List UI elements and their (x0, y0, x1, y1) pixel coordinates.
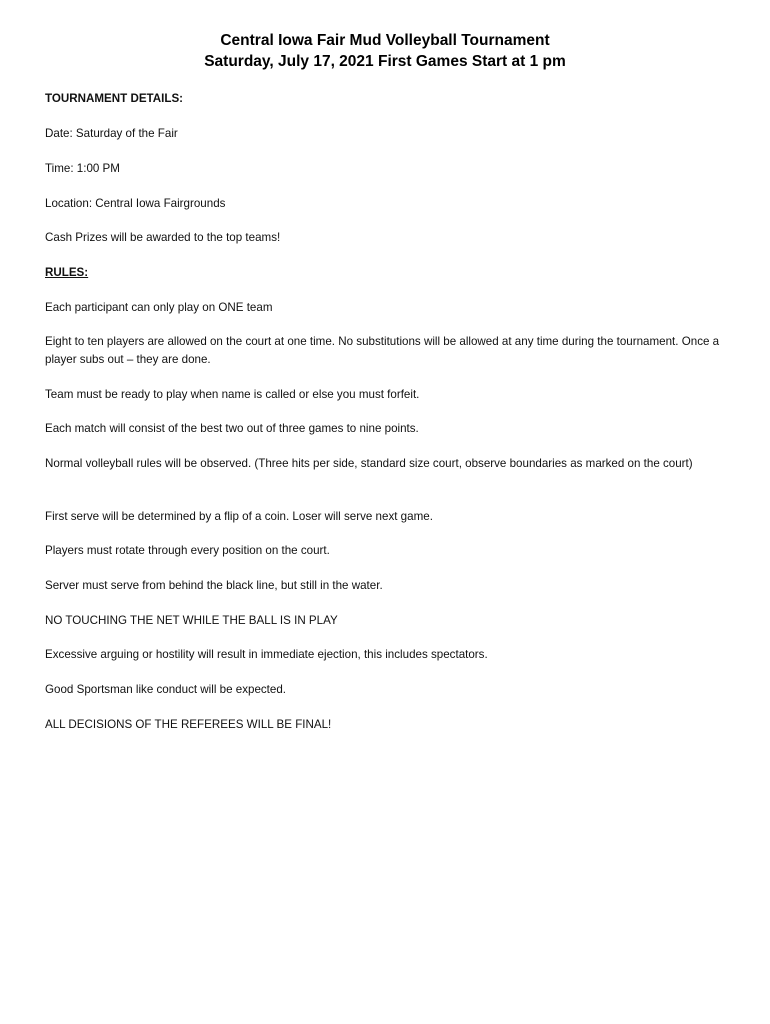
rule-item: Each participant can only play on ONE team (45, 301, 273, 314)
rule-item: Team must be ready to play when name is called or else you must forfeit. (45, 388, 420, 401)
rule-item: Server must serve from behind the black line, but still in the water. (45, 579, 383, 592)
detail-date: Date: Saturday of the Fair (45, 127, 178, 140)
rule-item: Players must rotate through every position on the court. (45, 544, 330, 557)
detail-location: Location: Central Iowa Fairgrounds (45, 197, 226, 210)
rule-item: First serve will be determined by a flip of a coin. Loser will serve next game. (45, 510, 433, 523)
rule-item: Excessive arguing or hostility will result in immediate ejection, this includes spectators. (45, 648, 488, 661)
detail-time: Time: 1:00 PM (45, 162, 120, 175)
rule-item: NO TOUCHING THE NET WHILE THE BALL IS IN PLAY (45, 614, 338, 627)
rule-item: Each match will consist of the best two out of three games to nine points. (45, 422, 419, 435)
rule-item: Eight to ten players are allowed on the court at one time. No substitutions will be allowed at any time during the tournament. Once a player subs out – they are done. (45, 335, 720, 366)
rule-item: ALL DECISIONS OF THE REFEREES WILL BE FINAL! (45, 718, 332, 731)
rule-item: Good Sportsman like conduct will be expected. (45, 683, 287, 696)
details-heading: TOURNAMENT DETAILS: (45, 92, 184, 105)
page-subtitle: Saturday, July 17, 2021 First Games Start at 1 pm (204, 53, 566, 70)
rule-item: Normal volleyball rules will be observed. (Three hits per side, standard size court, observe boundaries as marked on the court) (45, 457, 693, 470)
detail-prizes: Cash Prizes will be awarded to the top teams! (45, 231, 281, 244)
page-title: Central Iowa Fair Mud Volleyball Tournament (220, 32, 550, 49)
rules-heading: RULES: (45, 266, 89, 279)
